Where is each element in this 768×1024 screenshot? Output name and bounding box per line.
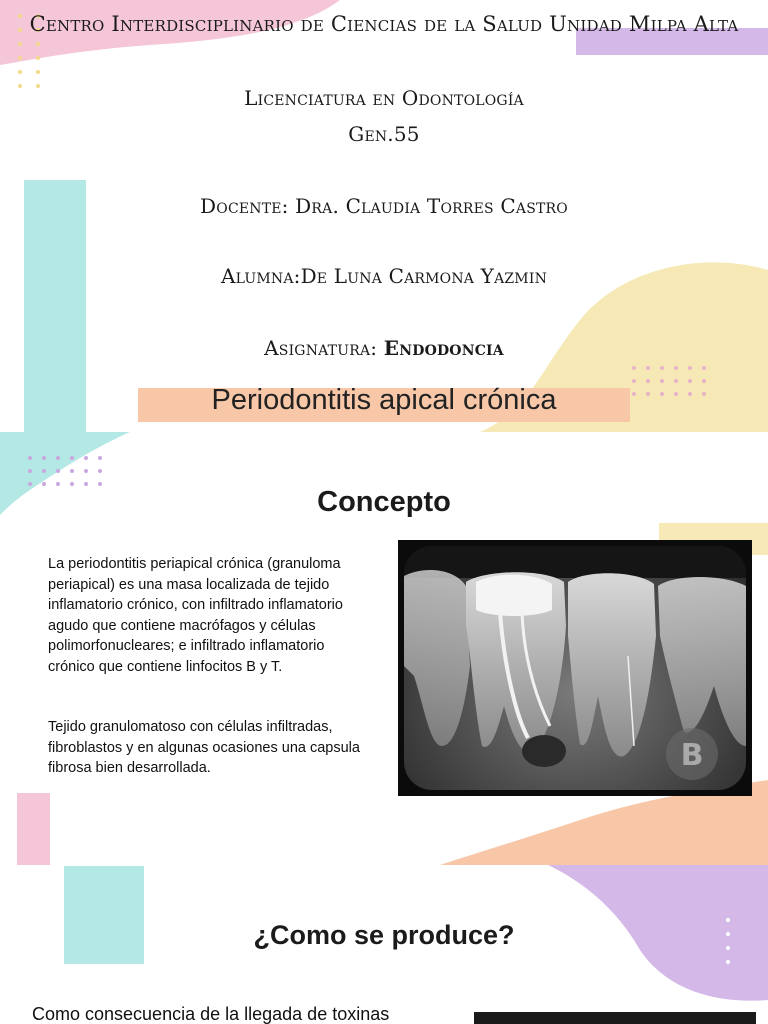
production-heading: ¿Como se produce? — [253, 920, 515, 950]
subject-label: Asignatura: — [264, 336, 378, 360]
degree-name: Licenciatura en Odontología — [244, 86, 524, 110]
production-paragraph: Como consecuencia de la llegada de toxinas — [32, 1004, 390, 1024]
generation-label: Gen.55 — [348, 122, 420, 146]
teacher-label: Docente: Dra. Claudia Torres Castro — [200, 194, 568, 218]
dot-grid-right — [632, 366, 716, 405]
concept-heading: Concepto — [317, 486, 451, 518]
concept-paragraph-1: La periodontitis periapical crónica (granuloma periapical) es una masa localizada de tejido inflamatorio crónico, con infiltrado inflamatorio agudo que contiene macrófagos y células polimorfonucleares; e infiltrado inflamatorio crónico que contiene linfocitos B y T. — [48, 556, 343, 675]
page-title: Periodontitis apical crónica — [211, 384, 557, 416]
subject-value: Endodoncia — [383, 336, 504, 360]
teeth-illustration — [404, 546, 746, 790]
radiograph-image — [398, 540, 752, 796]
svg-text:B: B — [680, 738, 704, 773]
concept-paragraph-2: Tejido granulomatoso con células infiltradas, fibroblastos y en algunas ocasiones una capsula fibrosa bien desarrollada. — [48, 719, 360, 776]
subject-line — [0, 336, 768, 360]
institution-name: Centro Interdisciplinario de Ciencias de la Salud Unidad Milpa Alta — [29, 12, 739, 36]
radiograph-image-2 — [474, 1012, 756, 1024]
student-label: Alumna:De Luna Carmona Yazmin — [220, 264, 548, 288]
